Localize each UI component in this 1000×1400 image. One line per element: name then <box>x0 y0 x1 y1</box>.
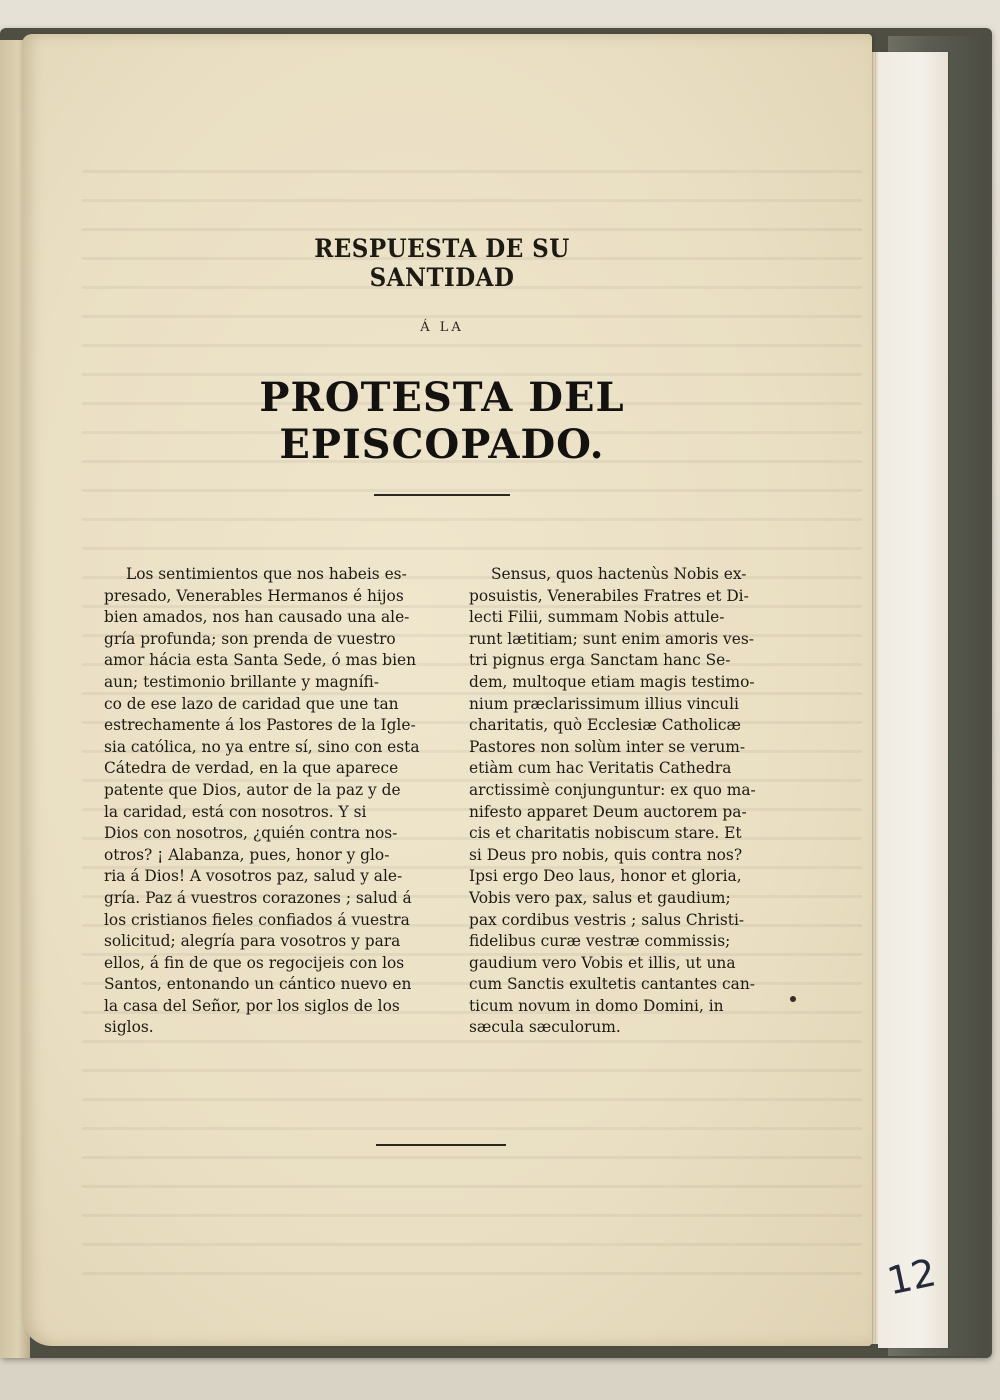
spanish-text-line: otros? ¡ Alabanza, pues, honor y glo- <box>104 845 390 864</box>
spanish-text-line: la caridad, está con nosotros. Y si <box>104 802 367 821</box>
latin-text-line: sæcula sæculorum. <box>469 1018 621 1037</box>
latin-text-line: charitatis, quò Ecclesiæ Catholicæ <box>469 716 741 735</box>
divider-bottom <box>376 1144 506 1146</box>
latin-text-line: Sensus, quos hactenùs Nobis ex- <box>491 565 747 583</box>
spanish-text-line: amor hácia esta Santa Sede, ó mas bien <box>104 651 417 670</box>
spanish-text-line: gría profunda; son prenda de vuestro <box>104 629 396 648</box>
spanish-text-line: aun; testimonio brillante y magnífi- <box>104 672 379 691</box>
latin-text-line: Pastores non solùm inter se verum- <box>469 737 746 756</box>
divider-top <box>374 494 510 496</box>
latin-text-line: cum Sanctis exultetis cantantes can- <box>469 975 755 994</box>
spanish-text-line: estrechamente á los Pastores de la Igle- <box>104 716 416 735</box>
latin-text-line: ticum novum in domo Domini, in <box>469 996 724 1015</box>
latin-text-line: si Deus pro nobis, quis contra nos? <box>469 845 743 864</box>
spanish-text-line: Los sentimientos que nos habeis es- <box>126 565 407 583</box>
folio-number: 12 <box>883 1250 940 1304</box>
page-title: RESPUESTA DE SU SANTIDAD <box>314 234 570 292</box>
ink-spot <box>790 996 796 1002</box>
latin-text-line: arctissimè conjunguntur: ex quo ma- <box>469 780 756 799</box>
spanish-text-line: ria á Dios! A vosotros paz, salud y ale- <box>104 867 403 886</box>
spanish-text-line: la casa del Señor, por los siglos de los <box>104 996 400 1015</box>
latin-text-line: runt lætitiam; sunt enim amoris ves- <box>469 629 754 648</box>
latin-text-line: lecti Filii, summam Nobis attule- <box>469 608 725 627</box>
latin-column <box>469 564 775 1039</box>
spanish-column <box>104 564 449 1039</box>
spanish-text-line: presado, Venerables Hermanos é hijos <box>104 586 404 605</box>
latin-text-line: nium præclarissimum illius vinculi <box>469 694 739 713</box>
book-page <box>22 34 872 1346</box>
spanish-text-line: bien amados, nos han causado una ale- <box>104 608 410 627</box>
latin-text-line: dem, multoque etiam magis testimo- <box>469 672 755 691</box>
latin-text-line: cis et charitatis nobiscum stare. Et <box>469 824 742 843</box>
spanish-text-line: gría. Paz á vuestros corazones ; salud á <box>104 888 412 907</box>
latin-text-line: nifesto apparet Deum auctorem pa- <box>469 802 747 821</box>
spanish-text-line: Santos, entonando un cántico nuevo en <box>104 975 412 994</box>
latin-text-line: Vobis vero pax, salus et gaudium; <box>469 888 731 907</box>
latin-text-line: posuistis, Venerabiles Fratres et Di- <box>469 586 749 605</box>
latin-text-line: pax cordibus vestris ; salus Christi- <box>469 910 745 929</box>
spanish-text-line: ellos, á fin de que os regocijeis con los <box>104 953 405 972</box>
latin-text-line: Ipsi ergo Deo laus, honor et gloria, <box>469 867 742 886</box>
page-heading: PROTESTA DEL EPISCOPADO. <box>259 374 625 468</box>
spanish-text-line: siglos. <box>104 1018 154 1037</box>
latin-text-line: fidelibus curæ vestræ commissis; <box>469 932 731 951</box>
latin-text-line: gaudium vero Vobis et illis, ut una <box>469 953 736 972</box>
spanish-text-line: sia católica, no ya entre sí, sino con esta <box>104 737 420 756</box>
latin-text-line: etiàm cum hac Veritatis Cathedra <box>469 759 732 778</box>
spanish-text-line: Dios con nosotros, ¿quién contra nos- <box>104 824 398 843</box>
spanish-text-line: co de ese lazo de caridad que une tan <box>104 694 399 713</box>
flyleaf <box>878 52 948 1348</box>
latin-text-line: tri pignus erga Sanctam hanc Se- <box>469 651 731 670</box>
spanish-text-line: patente que Dios, autor de la paz y de <box>104 780 401 799</box>
spanish-text-line: solicitud; alegría para vosotros y para <box>104 932 401 951</box>
spanish-text-line: Cátedra de verdad, en la que aparece <box>104 759 399 778</box>
spanish-text-line: los cristianos fieles confiados á vuestra <box>104 910 410 929</box>
page-subtitle: Á LA <box>420 320 464 335</box>
